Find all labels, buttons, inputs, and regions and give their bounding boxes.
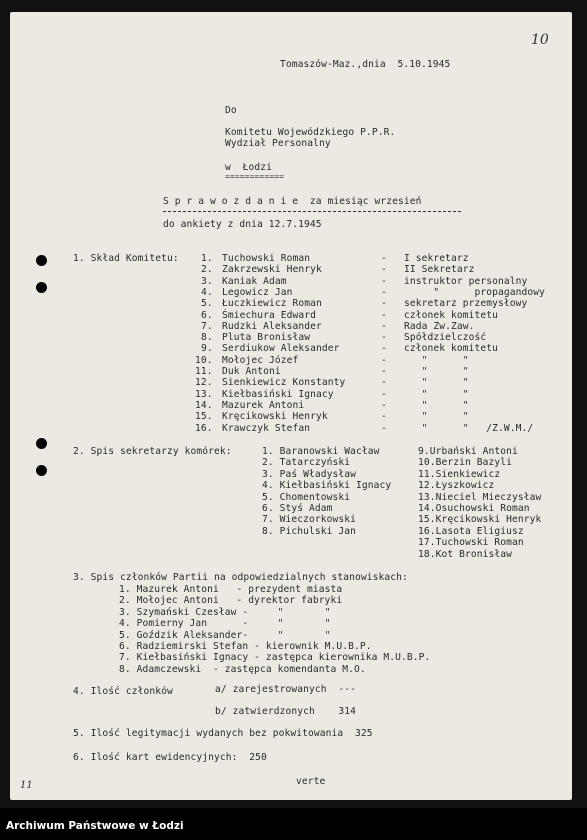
member-role: " " /Z.W.M./ — [404, 422, 534, 434]
secretary-entry: 1. Baranowski Wacław — [262, 446, 380, 457]
member-role: instruktor personalny — [404, 275, 528, 287]
section-1-label: 1. Skład Komitetu: — [73, 253, 179, 264]
member-dash: - — [381, 366, 387, 377]
member-name: Tuchowski Roman — [222, 253, 311, 264]
member-name: Legowicz Jan — [222, 286, 293, 298]
member-name: Kaniak Adam — [222, 275, 287, 287]
member-number: 11. — [195, 366, 213, 377]
secretary-entry: 11.Sienkiewicz — [418, 468, 501, 480]
member-dash: - — [381, 332, 387, 344]
member-name: Sienkiewicz Konstanty — [222, 377, 346, 389]
member-number: 3. — [201, 275, 213, 287]
verte: verte — [296, 776, 326, 787]
member-number: 8. — [201, 332, 213, 344]
member-dash: - — [381, 253, 387, 264]
member-number: 1. — [201, 253, 213, 264]
secretary-entry: 5. Chomentowski — [262, 491, 351, 503]
secretary-entry: 10.Berzin Bazyli — [418, 457, 513, 469]
section-5: 5. Ilość legitymacji wydanych bez pokwitowania 325 — [73, 728, 373, 739]
member-number: 2. — [201, 264, 213, 276]
members-registered: a/ zarejestrowanych --- — [215, 684, 357, 695]
member-name: Łuczkiewicz Roman — [222, 298, 322, 310]
member-role: " " — [404, 399, 469, 411]
member-name: Rudzki Aleksander — [222, 320, 322, 332]
secretary-entry: 8. Pichulski Jan — [262, 525, 357, 537]
member-number: 16. — [195, 422, 213, 434]
member-dash: - — [381, 298, 387, 310]
party-member-entry: 1. Mazurek Antoni - prezydent miasta — [119, 584, 343, 595]
member-dash: - — [381, 411, 387, 423]
punch-hole — [36, 282, 47, 293]
member-dash: - — [381, 354, 387, 366]
member-role: " " — [404, 377, 469, 389]
secretary-entry: 12.Łyszkowicz — [418, 480, 495, 492]
party-member-entry: 5. Goździk Aleksander- " " — [119, 629, 331, 641]
member-dash: - — [381, 264, 387, 276]
section-6: 6. Ilość kart ewidencyjnych: 250 — [73, 752, 267, 763]
party-member-entry: 8. Adamczewski - zastępca komendanta M.O. — [119, 663, 366, 675]
page-number: 10 — [531, 32, 549, 48]
member-number: 15. — [195, 411, 213, 423]
member-role: " " — [404, 411, 469, 423]
member-name: Serdiukow Aleksander — [222, 343, 340, 355]
member-number: 6. — [201, 309, 213, 321]
party-member-entry: 7. Kiełbasiński Ignacy - zastępca kierownika M.U.B.P. — [119, 652, 431, 664]
member-name: Duk Antoni — [222, 366, 281, 377]
member-number: 7. — [201, 320, 213, 332]
recipient-line: Komitetu Wojewódzkiego P.P.R. — [225, 127, 396, 138]
member-role: członek komitetu — [404, 309, 499, 321]
secretary-entry: 3. Paś Władysław — [262, 468, 357, 480]
archive-name: Archiwum Państwowe w Łodzi — [6, 820, 184, 832]
member-number: 13. — [195, 388, 213, 400]
member-number: 10. — [195, 354, 213, 366]
secretary-entry: 7. Wieczorkowski — [262, 514, 357, 526]
member-dash: - — [381, 343, 387, 355]
section-2-label: 2. Spis sekretarzy komórek: — [73, 446, 232, 457]
member-dash: - — [381, 320, 387, 332]
member-dash: - — [381, 286, 387, 298]
secretary-entry: 16.Lasota Eligiusz — [418, 525, 524, 537]
member-role: Rada Zw.Zaw. — [404, 320, 475, 332]
member-name: Pluta Bronisław — [222, 332, 311, 344]
member-role: sekretarz przemysłowy — [404, 298, 528, 310]
member-number: 12. — [195, 377, 213, 389]
report-title: S p r a w o z d a n i e za miesiąc wrzesień — [163, 196, 422, 207]
member-role: " " — [404, 388, 469, 400]
punch-hole — [36, 438, 47, 449]
member-number: 14. — [195, 399, 213, 411]
secretary-entry: 4. Kiełbasiński Ignacy — [262, 480, 392, 492]
addressee-to: Do — [225, 105, 237, 116]
section-4-label: 4. Ilość członków — [73, 686, 173, 697]
member-name: Kiełbasiński Ignacy — [222, 388, 334, 400]
member-name: Zakrzewski Henryk — [222, 264, 322, 276]
member-name: Krawczyk Stefan — [222, 422, 311, 434]
member-role: członek komitetu — [404, 343, 499, 355]
member-dash: - — [381, 309, 387, 321]
recipient-line: Wydział Personalny — [225, 138, 331, 149]
party-member-entry: 4. Pomierny Jan - " " — [119, 618, 331, 630]
archive-footer — [0, 808, 587, 840]
members-approved: b/ zatwierdzonych 314 — [215, 706, 357, 717]
member-role: II Sekretarz — [404, 264, 475, 276]
member-name: Mazurek Antoni — [222, 399, 305, 411]
member-role: " " — [404, 366, 469, 377]
secretary-entry: 2. Tatarczyński — [262, 457, 351, 469]
recipient-city: w Łodzi — [225, 162, 273, 173]
member-role: " propagandowy — [404, 286, 546, 298]
section-3-label: 3. Spis członków Partii na odpowiedzialnych stanowiskach: — [73, 572, 408, 583]
member-dash: - — [381, 422, 387, 434]
punch-hole — [36, 255, 47, 266]
member-dash: - — [381, 275, 387, 287]
recipient-underline: ============ — [225, 172, 284, 181]
member-name: Kręcikowski Henryk — [222, 411, 328, 423]
member-dash: - — [381, 377, 387, 389]
title-rule — [163, 211, 461, 213]
member-name: Mołojec Józef — [222, 354, 299, 366]
secretary-entry: 18.Kot Bronisław — [418, 548, 513, 560]
member-number: 5. — [201, 298, 213, 310]
member-number: 4. — [201, 286, 213, 298]
party-member-entry: 3. Szymański Czesław - " " — [119, 606, 331, 618]
secretary-entry: 14.Osuchowski Roman — [418, 503, 530, 514]
margin-note: 11 — [20, 780, 33, 791]
member-name: Śmiechura Edward — [222, 309, 317, 321]
member-role: Spółdzielczość — [404, 332, 487, 344]
member-dash: - — [381, 388, 387, 400]
member-number: 9. — [201, 343, 213, 355]
secretary-entry: 9.Urbański Antoni — [418, 446, 518, 457]
member-dash: - — [381, 399, 387, 411]
punch-hole — [36, 465, 47, 476]
secretary-entry: 17.Tuchowski Roman — [418, 537, 524, 549]
secretary-entry: 13.Nieciel Mieczysław — [418, 491, 542, 503]
member-role: " " — [404, 354, 469, 366]
secretary-entry: 15.Kręcikowski Henryk — [418, 514, 542, 526]
party-member-entry: 2. Mołojec Antoni - dyrektor fabryki — [119, 595, 343, 607]
secretary-entry: 6. Styś Adam — [262, 503, 333, 514]
member-role: I sekretarz — [404, 253, 469, 264]
party-member-entry: 6. Radziemirski Stefan - kierownik M.U.B.P. — [119, 641, 372, 652]
report-subtitle: do ankiety z dnia 12.7.1945 — [163, 219, 322, 230]
place-date: Tomaszów-Maz.,dnia 5.10.1945 — [280, 59, 451, 70]
